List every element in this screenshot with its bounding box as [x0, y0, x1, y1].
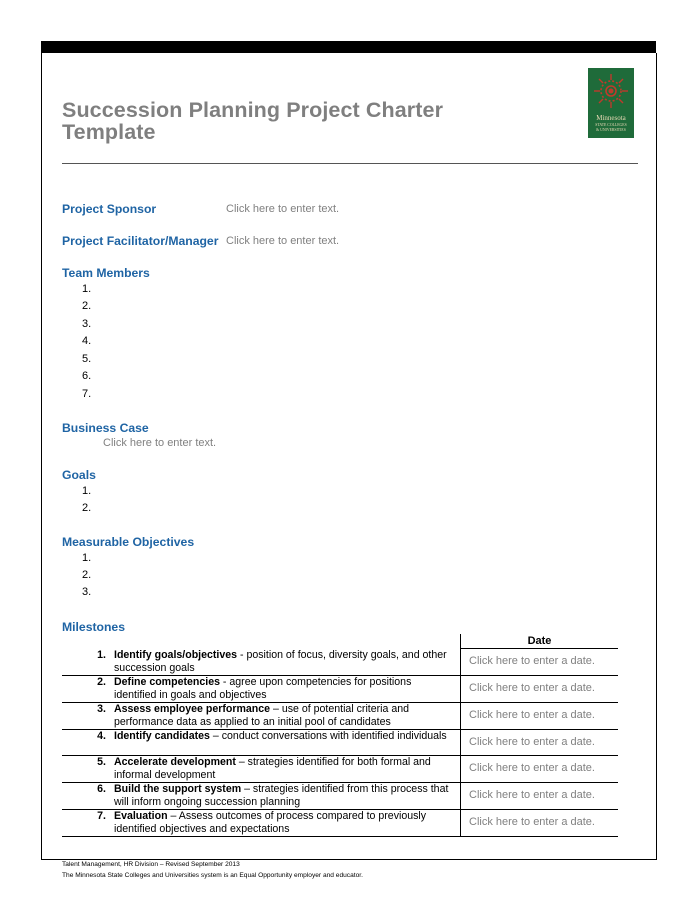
milestone-title: Define competencies	[114, 675, 220, 688]
milestone-detail: – use of potential criteria and performance data as applied to an initial pool of candidates	[114, 702, 410, 728]
milestone-date-input[interactable]: Click here to enter a date.	[461, 755, 619, 782]
milestone-title: Identify goals/objectives	[114, 648, 238, 661]
title-line-2: Template	[62, 120, 156, 144]
milestone-description	[114, 675, 461, 702]
milestone-number: 6.	[62, 782, 114, 809]
milestone-number: 3.	[62, 702, 114, 729]
objective-item[interactable]: 3.	[82, 586, 92, 598]
milestone-detail: – conduct conversations with identified individuals	[209, 729, 447, 742]
sponsor-label: Project Sponsor	[62, 202, 157, 216]
milestone-description	[114, 729, 461, 755]
title-divider	[62, 163, 638, 164]
table-row	[62, 675, 618, 702]
milestone-description	[114, 649, 461, 676]
table-row	[62, 702, 618, 729]
team-member-item[interactable]: 5.	[82, 353, 92, 365]
milestones-table	[62, 634, 618, 837]
milestone-number: 4.	[62, 729, 114, 755]
objective-item[interactable]: 2.	[82, 569, 92, 581]
table-row	[62, 782, 618, 809]
logo-sub-line-1: STATE COLLEGES	[595, 123, 627, 127]
minnesota-logo	[588, 68, 634, 138]
page-title	[62, 99, 443, 143]
table-row	[62, 649, 618, 676]
milestone-number: 2.	[62, 675, 114, 702]
milestone-description	[114, 782, 461, 809]
table-row	[62, 729, 618, 755]
milestone-title: Accelerate development	[114, 755, 236, 768]
business-case-label: Business Case	[62, 421, 149, 435]
milestone-description	[114, 755, 461, 782]
milestone-title: Evaluation	[114, 809, 168, 822]
milestone-date-input[interactable]: Click here to enter a date.	[461, 649, 619, 676]
facilitator-input[interactable]: Click here to enter text.	[226, 235, 340, 247]
milestone-detail: – Assess outcomes of process compared to previously identified objectives and expectations	[114, 809, 427, 835]
date-column-header: Date	[461, 634, 619, 649]
top-bar	[41, 41, 656, 53]
milestone-date-input[interactable]: Click here to enter a date.	[461, 675, 619, 702]
team-member-item[interactable]: 7.	[82, 388, 92, 400]
milestone-date-input[interactable]: Click here to enter a date.	[461, 702, 619, 729]
milestone-detail: – strategies identified for both formal and informal development	[114, 755, 431, 781]
milestone-title: Build the support system	[114, 782, 242, 795]
milestone-date-input[interactable]: Click here to enter a date.	[461, 809, 619, 836]
table-row	[62, 755, 618, 782]
milestone-detail: - position of focus, diversity goals, and other succession goals	[114, 648, 447, 674]
measurable-objectives-label: Measurable Objectives	[62, 535, 195, 549]
milestone-title: Identify candidates	[114, 729, 210, 742]
sponsor-input[interactable]: Click here to enter text.	[226, 203, 340, 215]
team-member-item[interactable]: 3.	[82, 318, 92, 330]
milestone-number: 5.	[62, 755, 114, 782]
goal-item[interactable]: 2.	[82, 502, 92, 514]
table-row	[62, 809, 618, 836]
team-members-label: Team Members	[62, 266, 150, 280]
business-case-input[interactable]: Click here to enter text.	[103, 437, 217, 449]
milestone-number: 7.	[62, 809, 114, 836]
milestones-label: Milestones	[62, 620, 125, 634]
title-line-1: Succession Planning Project Charter	[62, 98, 444, 122]
team-member-item[interactable]: 1.	[82, 283, 92, 295]
goal-item[interactable]: 1.	[82, 485, 92, 497]
logo-subtitle	[588, 123, 634, 133]
goals-label: Goals	[62, 468, 96, 482]
milestone-detail: - agree upon competencies for positions identified in goals and objectives	[114, 675, 412, 701]
team-member-item[interactable]: 2.	[82, 300, 92, 312]
milestone-description	[114, 809, 461, 836]
milestones-header-row	[62, 634, 618, 649]
milestone-date-input[interactable]: Click here to enter a date.	[461, 729, 619, 755]
milestone-number: 1.	[62, 649, 114, 676]
team-member-item[interactable]: 4.	[82, 335, 92, 347]
footer-eeo-statement: The Minnesota State Colleges and Universities system is an Equal Opportunity employer and educator.	[62, 872, 363, 879]
logo-sub-line-2: & UNIVERSITIES	[596, 128, 626, 132]
objective-item[interactable]: 1.	[82, 552, 92, 564]
sun-emblem-icon	[593, 73, 629, 109]
team-member-item[interactable]: 6.	[82, 370, 92, 382]
facilitator-label: Project Facilitator/Manager	[62, 234, 219, 248]
milestone-description	[114, 702, 461, 729]
milestone-date-input[interactable]: Click here to enter a date.	[461, 782, 619, 809]
milestone-detail: – strategies identified from this process that will inform ongoing succession planning	[114, 782, 449, 808]
milestone-title: Assess employee performance	[114, 702, 271, 715]
footer-revision: Talent Management, HR Division – Revised September 2013	[62, 861, 240, 868]
logo-name: Minnesota	[596, 114, 626, 122]
